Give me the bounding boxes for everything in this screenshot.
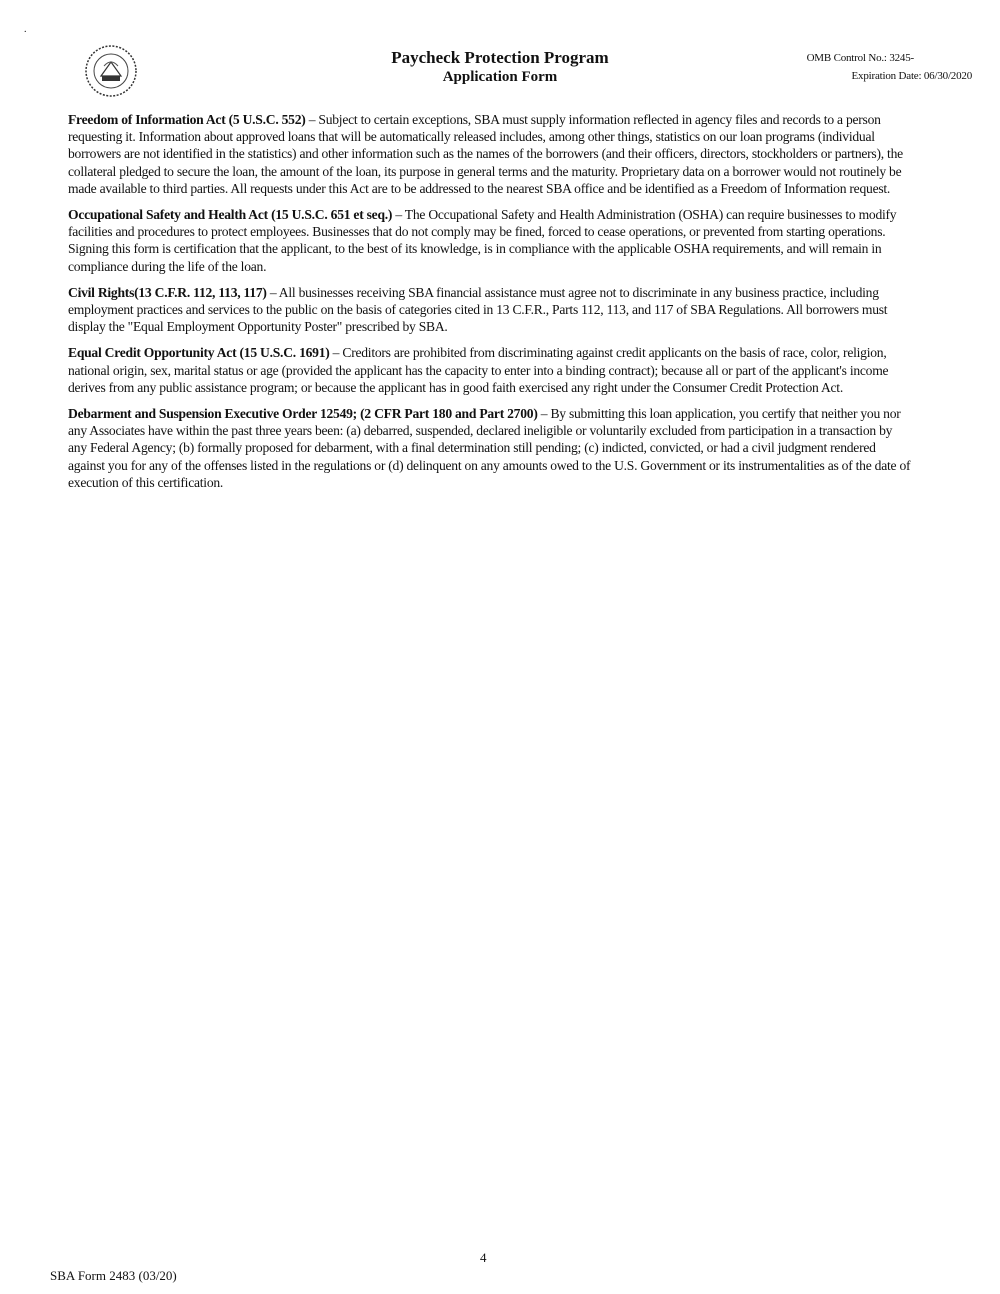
stray-mark: .	[24, 24, 27, 35]
section-equal-credit	[68, 344, 913, 396]
document-body	[68, 111, 913, 500]
page-number: 4	[480, 1250, 487, 1265]
sba-seal-logo	[84, 44, 138, 98]
expiration-date: Expiration Date: 06/30/2020	[851, 70, 972, 82]
section-heading: Freedom of Information Act (5 U.S.C. 552)	[68, 112, 306, 127]
form-title: Paycheck Protection Program	[391, 48, 609, 67]
omb-control-number: OMB Control No.: 3245-	[806, 52, 914, 64]
section-heading: Occupational Safety and Health Act (15 U.S.C. 651 et seq.)	[68, 207, 393, 223]
section-text: – All businesses receiving SBA financial assistance must agree not to discriminate in any business practice, including employment practices and services to the public on the basis of categories cited in 13 C.F.R., Parts 112, 113, and 117 of SBA Regulations. All borrowers must display the "Equal Employment Opportunity Poster" prescribed by SBA.	[68, 284, 888, 335]
section-heading: Equal Credit Opportunity Act (15 U.S.C. 1691)	[68, 345, 330, 361]
section-text: – Creditors are prohibited from discriminating against credit applicants on the basis of race, color, religion, national origin, sex, marital status or age (provided the applicant has the capacity to enter into a binding contract); because all or part of the applicant's income derives from any public assistance program; or because the applicant has in good faith exercised any right under the Consumer Credit Protection Act.	[68, 345, 889, 395]
section-text: – The Occupational Safety and Health Administration (OSHA) can require businesses to modify facilities and procedures to protect employees. Businesses that do not comply may be fined, forced to cease operations, or prevented from starting operations. Signing this form is certification that the applicant, to the best of its knowledge, is in compliance with the applicable OSHA requirements, and will remain in compliance during the life of the loan.	[68, 207, 897, 274]
section-heading: Civil Rights(13 C.F.R. 112, 113, 117)	[68, 284, 267, 300]
section-text: – Subject to certain exceptions, SBA must supply information reflected in agency files and records to a person requesting it. Information about approved loans that will be automatically released includes, among other things, statistics on our loan programs (individual borrowers are not identified in the statistics) and other information such as the names of the borrowers (and their officers, directors, stockholders or partners), the collateral pledged to secure the loan, the amount of the loan, its purpose in general terms and the maturity. Proprietary data on a borrower would not routinely be made available to third parties. All requests under this Act are to be addressed to the nearest SBA office and be identified as a Freedom of Information request.	[68, 112, 903, 196]
section-heading: Debarment and Suspension Executive Order 12549; (2 CFR Part 180 and Part 2700)	[68, 406, 538, 422]
form-identifier: SBA Form 2483 (03/20)	[50, 1268, 177, 1283]
section-debarment	[68, 405, 913, 491]
section-foia	[68, 111, 913, 197]
section-civil-rights	[68, 284, 913, 336]
section-osha	[68, 206, 913, 275]
form-subtitle: Application Form	[442, 69, 558, 85]
section-text: – By submitting this loan application, you certify that neither you nor any Associates have within the past three years been: (a) debarred, suspended, declared ineligible or voluntarily excluded from participation in a transaction by any Federal Agency; (b) formally proposed for debarment, with a final determination still pending; (c) indicted, convicted, or had a civil judgment rendered against you for any of the offenses listed in the regulations or (d) delinquent on any amounts owed to the U.S. Government or its instrumentalities as of the date of execution of this certification.	[68, 406, 911, 490]
